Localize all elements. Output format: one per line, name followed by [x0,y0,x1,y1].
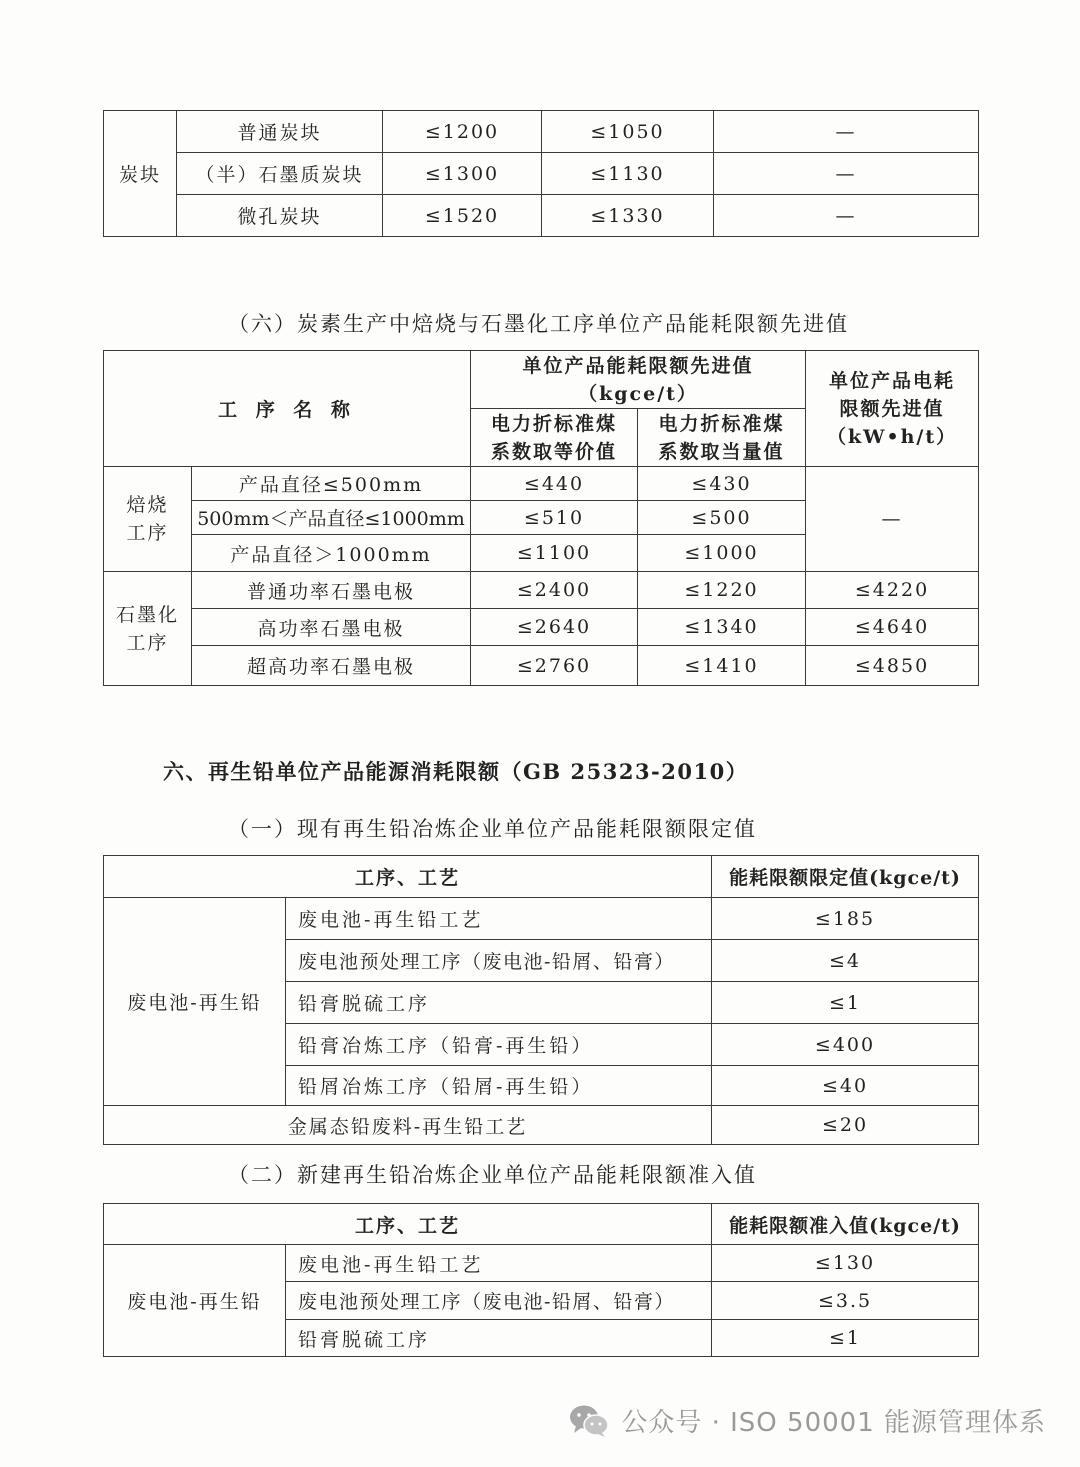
value-cell: ≤20 [712,1106,979,1145]
value-cell: ≤510 [471,501,638,535]
header-value: 能耗限额限定值(kgce/t) [712,856,979,898]
header-energy-line2: （kgce/t） [578,382,698,405]
value-cell: ≤1000 [638,535,806,572]
group-cell: 炭块 [104,111,177,237]
group-roasting: 焙烧工序 [104,467,192,572]
caption-existing-enterprises: （一）现有再生铅冶炼企业单位产品能耗限额限定值 [228,817,757,841]
value-cell: ≤1 [712,982,979,1024]
header-electric: 单位产品电耗限额先进值（kW•h/t） [806,351,979,467]
value-cell: ≤3.5 [712,1282,979,1320]
header-process: 工序、工艺 [104,856,712,898]
watermark [569,1402,1046,1439]
row-name: 废电池预处理工序（废电池-铅屑、铅膏） [286,940,712,982]
header-value: 能耗限额准入值(kgce/t) [712,1204,979,1245]
value-cell: ≤4850 [806,646,979,686]
value-cell: ≤1050 [542,111,714,153]
value-cell: ≤1410 [638,646,806,686]
carbon-block-table [103,110,979,237]
value-cell: ≤185 [712,898,979,940]
row-name: 产品直径＞1000mm [192,535,471,572]
header-process: 工 序 名 称 [104,351,471,467]
header-equivalent-value: 电力折标准煤系数取等价值 [471,409,638,467]
group-graphitization: 石墨化工序 [104,572,192,686]
row-name: 废电池预处理工序（废电池-铅屑、铅膏） [286,1282,712,1320]
existing-lead-limit-table [103,855,979,1145]
row-name: 废电池-再生铅工艺 [286,898,712,940]
value-cell: ≤1220 [638,572,806,609]
value-cell: — [714,111,979,153]
row-name: （半）石墨质炭块 [177,153,383,195]
value-cell: ≤440 [471,467,638,501]
value-cell: ≤400 [712,1024,979,1066]
row-name: 超高功率石墨电极 [192,646,471,686]
value-cell: — [714,153,979,195]
header-energy-line1: 单位产品能耗限额先进值 [522,354,754,377]
header-energy [471,351,806,409]
value-cell: ≤1520 [383,195,542,237]
caption-new-enterprises: （二）新建再生铅冶炼企业单位产品能耗限额准入值 [228,1163,757,1187]
new-lead-entry-table [103,1203,979,1357]
watermark-text: 公众号 · ISO 50001 能源管理体系 [621,1408,1046,1438]
roasting-electric: — [806,467,979,572]
row-name: 微孔炭块 [177,195,383,237]
row-name: 铅膏脱硫工序 [286,982,712,1024]
value-cell: ≤4220 [806,572,979,609]
row-name: 产品直径≤500mm [192,467,471,501]
value-cell: ≤1100 [471,535,638,572]
row-name: 铅膏脱硫工序 [286,1320,712,1357]
row-name: 铅膏冶炼工序（铅膏-再生铅） [286,1024,712,1066]
value-cell: ≤2760 [471,646,638,686]
value-cell: ≤2640 [471,609,638,646]
value-cell: ≤4 [712,940,979,982]
group-cell: 废电池-再生铅 [104,1245,286,1357]
row-name: 500mm＜产品直径≤1000mm [192,501,471,535]
value-cell: ≤1130 [542,153,714,195]
value-cell: ≤1200 [383,111,542,153]
value-cell: — [714,195,979,237]
row-name: 普通功率石墨电极 [192,572,471,609]
value-cell: ≤130 [712,1245,979,1282]
value-cell: ≤430 [638,467,806,501]
value-cell: ≤2400 [471,572,638,609]
value-cell: ≤4640 [806,609,979,646]
header-equal-value: 电力折标准煤系数取当量值 [638,409,806,467]
caption-roasting-graphitization: （六）炭素生产中焙烧与石墨化工序单位产品能耗限额先进值 [228,312,849,336]
value-cell: ≤40 [712,1066,979,1106]
value-cell: ≤500 [638,501,806,535]
value-cell: ≤1330 [542,195,714,237]
row-name: 废电池-再生铅工艺 [286,1245,712,1282]
row-name: 高功率石墨电极 [192,609,471,646]
row-name: 铅屑冶炼工序（铅屑-再生铅） [286,1066,712,1106]
section-title-recycled-lead: 六、再生铅单位产品能源消耗限额（GB 25323-2010） [163,759,749,784]
header-process: 工序、工艺 [104,1204,712,1245]
group-cell: 废电池-再生铅 [104,898,286,1106]
row-name: 金属态铅废料-再生铅工艺 [104,1106,712,1145]
value-cell: ≤1 [712,1320,979,1357]
value-cell: ≤1300 [383,153,542,195]
wechat-icon [569,1404,609,1438]
value-cell: ≤1340 [638,609,806,646]
roasting-graphitization-table [103,350,979,686]
row-name: 普通炭块 [177,111,383,153]
